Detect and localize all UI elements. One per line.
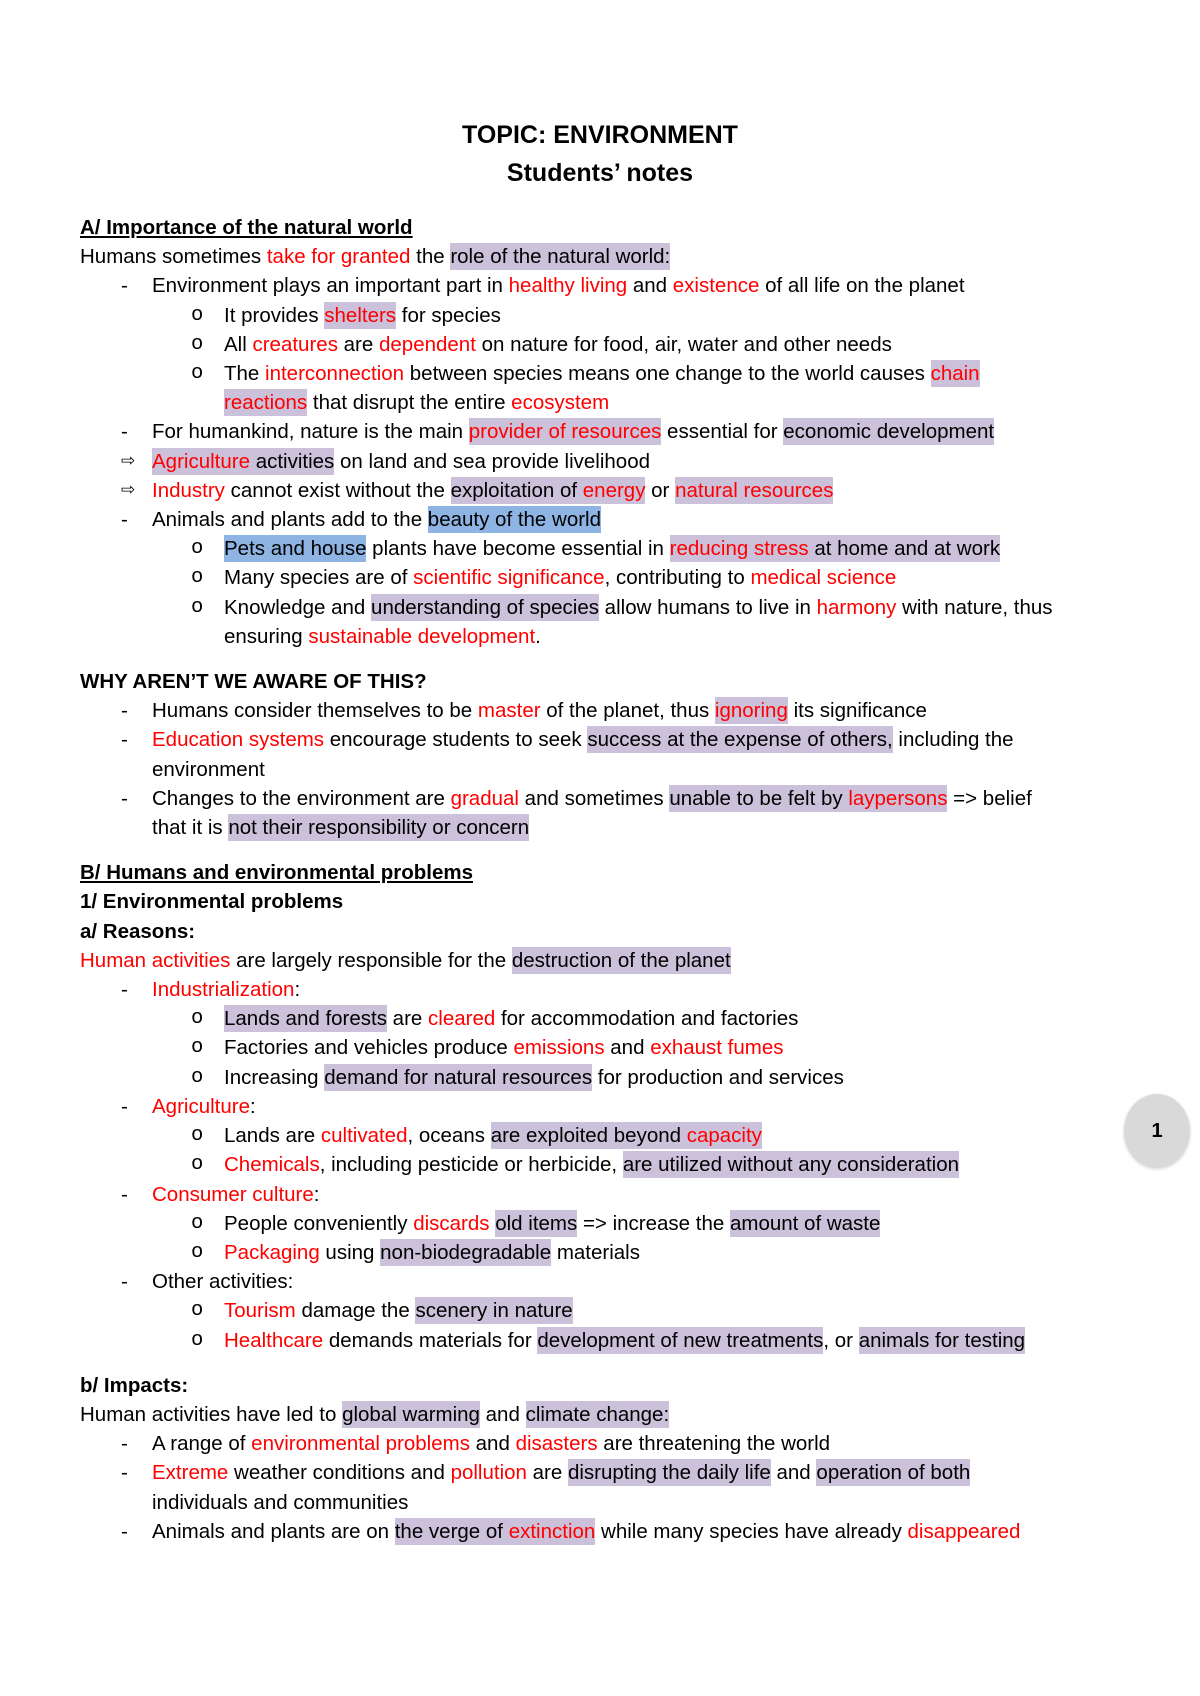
list-item bbox=[80, 725, 1140, 783]
highlighted-text: ignoring bbox=[714, 699, 788, 723]
highlighted-text: reducing stress bbox=[669, 537, 809, 561]
text-run: People conveniently bbox=[224, 1211, 414, 1235]
section-heading bbox=[80, 858, 1140, 887]
key-term: cultivated bbox=[320, 1124, 408, 1148]
dash-bullet: - bbox=[121, 978, 128, 1002]
text-run: of the planet, thus bbox=[540, 699, 715, 723]
key-term: Healthcare bbox=[224, 1328, 324, 1352]
line-text bbox=[152, 271, 1140, 300]
dash-bullet: - bbox=[121, 1432, 128, 1456]
dash-bullet: - bbox=[121, 728, 128, 752]
highlighted-text: exploitation of bbox=[450, 478, 583, 502]
dash-bullet: - bbox=[121, 420, 128, 444]
list-item bbox=[80, 534, 1140, 563]
text-run: plants have become essential in bbox=[366, 537, 670, 561]
key-term: ecosystem bbox=[511, 391, 610, 415]
list-item bbox=[80, 1121, 1140, 1150]
list-item bbox=[80, 1429, 1140, 1458]
text-run: and bbox=[604, 1036, 651, 1060]
line-text bbox=[152, 447, 1140, 476]
key-term: Packaging bbox=[224, 1240, 320, 1264]
text-run: , contributing to bbox=[604, 566, 751, 590]
text-run: allow humans to live in bbox=[598, 595, 817, 619]
highlighted-text: old items bbox=[495, 1211, 578, 1235]
line-text bbox=[152, 1267, 1140, 1296]
section-heading bbox=[80, 1371, 1140, 1400]
line-text bbox=[152, 417, 1140, 446]
text-run: Knowledge and bbox=[224, 595, 372, 619]
paragraph bbox=[80, 946, 1140, 975]
highlighted-text: energy bbox=[582, 478, 646, 502]
highlighted-text: shelters bbox=[324, 303, 397, 327]
text-run: A range of bbox=[152, 1432, 252, 1456]
highlighted-text: animals for testing bbox=[858, 1328, 1026, 1352]
line-text bbox=[224, 1296, 1140, 1325]
key-term: sustainable development bbox=[308, 624, 536, 648]
key-term: gradual bbox=[450, 786, 519, 810]
text-run: the bbox=[410, 245, 451, 269]
line-text bbox=[152, 476, 1140, 505]
key-term: harmony bbox=[816, 595, 897, 619]
line-text bbox=[152, 1429, 1140, 1458]
text-run: for production and services bbox=[592, 1065, 844, 1089]
highlighted-text: development of new treatments bbox=[537, 1328, 824, 1352]
text-run: Humans sometimes bbox=[80, 245, 267, 269]
circle-bullet: o bbox=[191, 537, 204, 561]
key-term: disasters bbox=[515, 1432, 598, 1456]
line-text bbox=[224, 301, 1140, 330]
circle-bullet: o bbox=[191, 1124, 204, 1148]
list-item bbox=[80, 1004, 1140, 1033]
line-text bbox=[224, 1150, 1140, 1179]
highlighted-text: Pets and house bbox=[224, 537, 367, 561]
list-item bbox=[80, 593, 1140, 651]
highlighted-text: are utilized without any consideration bbox=[622, 1153, 959, 1177]
highlighted-text: operation of both bbox=[816, 1461, 971, 1485]
text-run: ensuring bbox=[224, 624, 309, 648]
text-run: : bbox=[313, 1182, 320, 1206]
line-text bbox=[80, 213, 1140, 242]
text-run: Other activities: bbox=[152, 1270, 294, 1294]
circle-bullet: o bbox=[191, 1299, 204, 1323]
text-run: Factories and vehicles produce bbox=[224, 1036, 514, 1060]
key-term: Industry bbox=[152, 478, 225, 502]
line-text bbox=[224, 1238, 1140, 1267]
arrow-bullet-icon: ⇨ bbox=[121, 450, 136, 471]
text-run: are bbox=[526, 1461, 568, 1485]
text-run: b/ Impacts: bbox=[80, 1373, 189, 1397]
text-run: of all life on the planet bbox=[759, 274, 965, 298]
circle-bullet: o bbox=[191, 595, 204, 619]
text-run: Changes to the environment are bbox=[152, 786, 451, 810]
highlighted-text: activities bbox=[250, 449, 335, 473]
list-item bbox=[80, 975, 1140, 1004]
line-text bbox=[80, 1371, 1140, 1400]
line-text bbox=[224, 1326, 1140, 1355]
key-term: dependent bbox=[378, 332, 476, 356]
text-run: Environment plays an important part in bbox=[152, 274, 509, 298]
highlighted-text: climate change: bbox=[525, 1402, 670, 1426]
text-run: For humankind, nature is the main bbox=[152, 420, 469, 444]
highlighted-text: unable to be felt by bbox=[669, 786, 849, 810]
text-run: cannot exist without the bbox=[224, 478, 451, 502]
text-run: Humans consider themselves to be bbox=[152, 699, 478, 723]
dash-bullet: - bbox=[121, 274, 128, 298]
line-text bbox=[224, 563, 1140, 592]
list-item bbox=[80, 1517, 1140, 1546]
text-run: Increasing bbox=[224, 1065, 325, 1089]
list-item bbox=[80, 1063, 1140, 1092]
text-run: => belief bbox=[947, 786, 1032, 810]
text-run: => increase the bbox=[577, 1211, 730, 1235]
list-item bbox=[80, 696, 1140, 725]
list-item bbox=[80, 1033, 1140, 1062]
highlighted-text: economic development bbox=[783, 420, 995, 444]
line-text bbox=[80, 242, 1140, 271]
highlighted-text: destruction of the planet bbox=[511, 948, 731, 972]
highlighted-text: provider of resources bbox=[468, 420, 662, 444]
list-item bbox=[80, 330, 1140, 359]
highlighted-text: demand for natural resources bbox=[324, 1065, 593, 1089]
line-text bbox=[80, 946, 1140, 975]
highlighted-text: understanding of species bbox=[371, 595, 599, 619]
line-text bbox=[152, 1517, 1140, 1546]
text-run: and bbox=[627, 274, 673, 298]
circle-bullet: o bbox=[191, 362, 204, 386]
text-run: for accommodation and factories bbox=[495, 1007, 799, 1031]
line-text bbox=[80, 1400, 1140, 1429]
text-run: while many species have already bbox=[595, 1519, 908, 1543]
text-run: damage the bbox=[295, 1299, 416, 1323]
highlighted-text: Agriculture bbox=[152, 449, 250, 473]
key-term: Agriculture bbox=[152, 1094, 250, 1118]
paragraph bbox=[80, 242, 1140, 271]
highlighted-text: role of the natural world: bbox=[450, 245, 671, 269]
list-item bbox=[80, 417, 1140, 446]
highlighted-text: reactions bbox=[224, 391, 308, 415]
text-run: with nature, thus bbox=[896, 595, 1053, 619]
list-item bbox=[80, 271, 1140, 300]
key-term: exhaust fumes bbox=[650, 1036, 784, 1060]
text-run: or bbox=[645, 478, 676, 502]
highlighted-text: chain bbox=[930, 362, 980, 386]
section-heading bbox=[80, 213, 1140, 242]
text-run: : bbox=[294, 978, 301, 1002]
text-run: and sometimes bbox=[518, 786, 670, 810]
text-run: for species bbox=[396, 303, 501, 327]
key-term: Extreme bbox=[152, 1461, 229, 1485]
dash-bullet: - bbox=[121, 1270, 128, 1294]
text-run: B/ Humans and environmental problems bbox=[80, 861, 473, 885]
highlighted-text: laypersons bbox=[848, 786, 948, 810]
list-item bbox=[80, 1180, 1140, 1209]
highlighted-text: amount of waste bbox=[729, 1211, 881, 1235]
document-title: TOPIC: ENVIRONMENT bbox=[462, 121, 738, 149]
list-item bbox=[80, 1092, 1140, 1121]
text-run: , or bbox=[823, 1328, 859, 1352]
key-term: emissions bbox=[513, 1036, 605, 1060]
section-heading bbox=[80, 887, 1140, 916]
section-heading bbox=[80, 917, 1140, 946]
key-term: interconnection bbox=[265, 362, 405, 386]
circle-bullet: o bbox=[191, 566, 204, 590]
line-text bbox=[152, 1458, 1140, 1516]
text-run: and bbox=[770, 1461, 817, 1485]
circle-bullet: o bbox=[191, 1153, 204, 1177]
key-term: Education systems bbox=[152, 728, 325, 752]
line-text bbox=[80, 887, 1140, 916]
text-run: and bbox=[469, 1432, 516, 1456]
key-term: existence bbox=[672, 274, 760, 298]
highlighted-text: disrupting the daily life bbox=[567, 1461, 771, 1485]
notes-body bbox=[80, 213, 1140, 1546]
list-item bbox=[80, 1458, 1140, 1516]
dash-bullet: - bbox=[121, 1094, 128, 1118]
list-item bbox=[80, 447, 1140, 476]
circle-bullet: o bbox=[191, 332, 204, 356]
key-term: creatures bbox=[252, 332, 338, 356]
list-item bbox=[80, 563, 1140, 592]
line-text bbox=[224, 359, 1140, 417]
highlighted-text: success at the expense of others, bbox=[587, 728, 893, 752]
line-text bbox=[224, 534, 1140, 563]
key-term: healthy living bbox=[508, 274, 628, 298]
page-number-badge bbox=[1124, 1094, 1190, 1168]
key-term: Human activities bbox=[80, 948, 231, 972]
line-text bbox=[224, 1033, 1140, 1062]
line-text bbox=[224, 1004, 1140, 1033]
dash-bullet: - bbox=[121, 699, 128, 723]
text-run: , oceans bbox=[407, 1124, 491, 1148]
text-run: materials bbox=[551, 1240, 640, 1264]
list-item bbox=[80, 359, 1140, 417]
list-item bbox=[80, 1296, 1140, 1325]
highlighted-text: natural resources bbox=[675, 478, 834, 502]
line-text bbox=[152, 505, 1140, 534]
text-run: essential for bbox=[661, 420, 784, 444]
highlighted-text: at home and at work bbox=[808, 537, 1001, 561]
text-run: Lands are bbox=[224, 1124, 321, 1148]
dash-bullet: - bbox=[121, 786, 128, 810]
line-text bbox=[224, 330, 1140, 359]
highlighted-text: global warming bbox=[342, 1402, 480, 1426]
text-run: are bbox=[386, 1007, 429, 1031]
dash-bullet: - bbox=[121, 1519, 128, 1543]
line-text bbox=[152, 1180, 1140, 1209]
text-run: including the bbox=[892, 728, 1014, 752]
line-text bbox=[224, 1121, 1140, 1150]
line-text bbox=[152, 725, 1140, 783]
text-run: individuals and communities bbox=[152, 1490, 409, 1514]
text-run: All bbox=[224, 332, 253, 356]
dash-bullet: - bbox=[121, 1461, 128, 1485]
dash-bullet: - bbox=[121, 508, 128, 532]
text-run: encourage students to seek bbox=[324, 728, 588, 752]
line-text bbox=[152, 784, 1140, 842]
text-run: that disrupt the entire bbox=[307, 391, 512, 415]
text-run: Many species are of bbox=[224, 566, 414, 590]
circle-bullet: o bbox=[191, 1211, 204, 1235]
text-run: Animals and plants are on bbox=[152, 1519, 395, 1543]
highlighted-text: the verge of bbox=[394, 1519, 509, 1543]
key-term: medical science bbox=[750, 566, 897, 590]
highlighted-text: are exploited beyond bbox=[490, 1124, 687, 1148]
text-run: environment bbox=[152, 757, 265, 781]
text-run: are largely responsible for the bbox=[230, 948, 512, 972]
text-run: It provides bbox=[224, 303, 325, 327]
key-term: Industrialization bbox=[152, 978, 295, 1002]
line-text bbox=[224, 593, 1140, 651]
text-run: Animals and plants add to the bbox=[152, 508, 428, 532]
circle-bullet: o bbox=[191, 1328, 204, 1352]
line-text bbox=[80, 917, 1140, 946]
dash-bullet: - bbox=[121, 1182, 128, 1206]
key-term: cleared bbox=[428, 1007, 496, 1031]
list-item bbox=[80, 476, 1140, 505]
circle-bullet: o bbox=[191, 1240, 204, 1264]
list-item bbox=[80, 1238, 1140, 1267]
circle-bullet: o bbox=[191, 1007, 204, 1031]
text-run: that it is bbox=[152, 816, 229, 840]
list-item bbox=[80, 784, 1140, 842]
line-text bbox=[152, 696, 1140, 725]
highlighted-text: beauty of the world bbox=[427, 508, 602, 532]
text-run: WHY AREN’T WE AWARE OF THIS? bbox=[80, 670, 427, 694]
circle-bullet: o bbox=[191, 303, 204, 327]
text-run: , including pesticide or herbicide, bbox=[319, 1153, 623, 1177]
text-run: on land and sea provide livelihood bbox=[334, 449, 651, 473]
line-text bbox=[80, 858, 1140, 887]
list-item bbox=[80, 505, 1140, 534]
list-item bbox=[80, 1209, 1140, 1238]
arrow-bullet-icon: ⇨ bbox=[121, 479, 136, 500]
highlighted-text: extinction bbox=[508, 1519, 596, 1543]
text-run: A/ Importance of the natural world bbox=[80, 216, 413, 239]
page-number: 1 bbox=[1151, 1119, 1163, 1142]
key-term: Tourism bbox=[224, 1299, 296, 1323]
text-run: weather conditions and bbox=[228, 1461, 451, 1485]
list-item bbox=[80, 301, 1140, 330]
text-run: The bbox=[224, 362, 266, 386]
paragraph bbox=[80, 1400, 1140, 1429]
highlighted-text: Lands and forests bbox=[224, 1007, 387, 1031]
list-item bbox=[80, 1267, 1140, 1296]
line-text bbox=[80, 667, 1140, 696]
key-term: take for granted bbox=[266, 245, 411, 269]
line-text bbox=[152, 975, 1140, 1004]
list-item bbox=[80, 1326, 1140, 1355]
key-term: scientific significance bbox=[413, 566, 605, 590]
key-term: pollution bbox=[450, 1461, 527, 1485]
line-text bbox=[224, 1063, 1140, 1092]
text-run: . bbox=[535, 624, 541, 648]
title-block bbox=[0, 116, 1200, 192]
text-run: : bbox=[250, 1094, 256, 1118]
text-run: using bbox=[319, 1240, 381, 1264]
text-run: are threatening the world bbox=[597, 1432, 831, 1456]
document-subtitle: Students’ notes bbox=[506, 159, 694, 187]
circle-bullet: o bbox=[191, 1065, 204, 1089]
text-run: and bbox=[479, 1402, 526, 1426]
list-item bbox=[80, 1150, 1140, 1179]
line-text bbox=[224, 1209, 1140, 1238]
key-term: master bbox=[477, 699, 541, 723]
key-term: Chemicals bbox=[224, 1153, 320, 1177]
text-run: between species means one change to the world causes bbox=[404, 362, 931, 386]
key-term: Consumer culture bbox=[152, 1182, 314, 1206]
text-run: on nature for food, air, water and other needs bbox=[475, 332, 892, 356]
key-term: disappeared bbox=[907, 1519, 1021, 1543]
key-term: discards bbox=[413, 1211, 496, 1235]
highlighted-text: scenery in nature bbox=[415, 1299, 573, 1323]
line-text bbox=[152, 1092, 1140, 1121]
text-run: 1/ Environmental problems bbox=[80, 890, 344, 914]
circle-bullet: o bbox=[191, 1036, 204, 1060]
text-run: are bbox=[337, 332, 379, 356]
text-run: a/ Reasons: bbox=[80, 919, 196, 943]
highlighted-text: non-biodegradable bbox=[380, 1240, 552, 1264]
highlighted-text: not their responsibility or concern bbox=[228, 816, 530, 840]
highlighted-text: capacity bbox=[686, 1124, 762, 1148]
text-run: Human activities have led to bbox=[80, 1402, 343, 1426]
key-term: environmental problems bbox=[251, 1432, 470, 1456]
text-run: demands materials for bbox=[323, 1328, 538, 1352]
section-heading bbox=[80, 667, 1140, 696]
text-run: its significance bbox=[787, 699, 927, 723]
